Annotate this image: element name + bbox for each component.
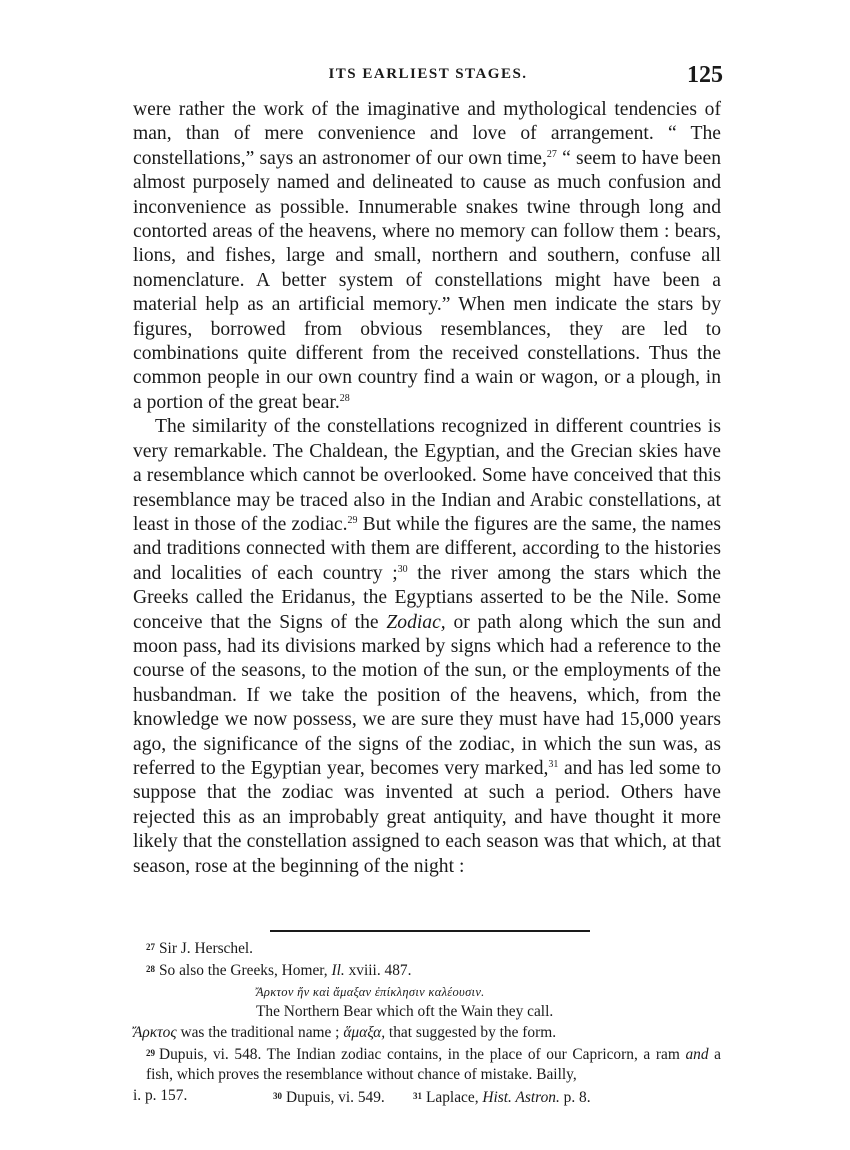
footnote-ref-28: 28 bbox=[339, 392, 350, 404]
quotation-translation: The Northern Bear which oft the Wain they call. bbox=[256, 1003, 554, 1021]
footnote-29-continued: i. p. 157. bbox=[133, 1086, 188, 1104]
footnote-text: Dupuis, vi. 549. bbox=[286, 1088, 385, 1106]
footnote-text: Sir J. Herschel. bbox=[159, 940, 254, 957]
italic-zodiac: Zodiac, bbox=[386, 611, 446, 633]
italic-il: Il. bbox=[331, 962, 345, 980]
footnote-divider bbox=[270, 930, 590, 932]
footnote-ref-27: 27 bbox=[546, 148, 557, 160]
footnote-text: p. 8. bbox=[559, 1088, 591, 1106]
paragraph-1 bbox=[133, 98, 721, 415]
footnote-text: was the traditional name ; bbox=[176, 1023, 344, 1041]
text-run: were rather the work of the imaginative and mythological tendencies of man, than of mere convenience and love of arrangement. “ The constellations,” says an astronomer of our own time, bbox=[133, 99, 721, 169]
footnote-ref-30: 30 bbox=[397, 563, 408, 575]
footnotes bbox=[133, 937, 721, 1108]
footnote-ref-29: 29 bbox=[347, 514, 358, 526]
greek-quotation: Ἄρκτον ἥν καὶ ἄμαξαν ἐπίκλησιν καλέουσιν. bbox=[256, 984, 485, 999]
footnote-28 bbox=[133, 959, 721, 981]
footnote-31 bbox=[413, 1086, 591, 1108]
text-run: and has led some to suppose that the zodiac was invented at such a period. Others have rejected this as an improbably great antiquity, and have thought it more likely that the constellation assigned to each season was that which, at that season, rose at the beginning of the night : bbox=[133, 757, 721, 877]
running-head: ITS EARLIEST STAGES. bbox=[328, 66, 528, 82]
footnote-number: 31 bbox=[413, 1090, 422, 1101]
footnote-text: xviii. 487. bbox=[344, 962, 412, 980]
main-text bbox=[133, 98, 721, 879]
paragraph-2 bbox=[133, 415, 721, 879]
italic-hist-astron: Hist. Astron. bbox=[482, 1088, 560, 1106]
text-run: But while the figures are the same, the names and traditions connected with them are different, according to the histories and localities of each country ; bbox=[133, 513, 721, 584]
footnote-text: that suggested by the form. bbox=[385, 1023, 557, 1041]
footnote-number: 30 bbox=[273, 1090, 282, 1101]
footnote-27 bbox=[133, 937, 721, 959]
footnote-text: So also the Greeks, Homer, bbox=[159, 962, 332, 980]
footnote-last-line bbox=[133, 1086, 721, 1108]
footnote-30 bbox=[273, 1086, 413, 1108]
text-run: or path along which the sun and moon pass, had its divisions marked by signs which had a reference to the course of the seasons, to the motion of the sun, or the employments of the husbandman. If we take the position of the heavens, which, from the knowledge we now possess, we are sure they must have had 15,000 years ago, the significance of the signs of the zodiac, in which the sun was, as referred to the Egyptian year, becomes very marked, bbox=[133, 611, 721, 779]
footnote-text: Dupuis, vi. 548. The Indian zodiac contains, in the place of our Capricorn, a ram bbox=[159, 1046, 686, 1064]
arktos-note bbox=[133, 1023, 721, 1043]
footnote-text: Laplace, bbox=[426, 1088, 483, 1106]
footnote-ref-31: 31 bbox=[548, 758, 559, 770]
text-run: the river among the stars which the Greeks called the Eridanus, the Egyptians asserted to be the Nile. Some conceive that the Signs of the bbox=[133, 562, 721, 633]
text-run: The similarity of the constellations recognized in different countries is very remarkable. The Chaldean, the Egyptian, and the Grecian skies have a resemblance which cannot be overlooked. Some have conceived that this resemblance may be traced also in the Indian and Arabic constellations, at least in those of the zodiac. bbox=[133, 416, 721, 535]
page-number: 125 bbox=[687, 62, 723, 88]
footnote-29 bbox=[133, 1043, 721, 1086]
footnote-number: 28 bbox=[146, 964, 155, 975]
italic-and: and bbox=[685, 1046, 709, 1064]
footnote-text: a fish, which proves the resemblance without chance of mistake. Bailly, bbox=[146, 1046, 721, 1084]
greek-word-arktos: Ἄρκτος bbox=[133, 1023, 177, 1041]
page-header bbox=[133, 62, 723, 92]
greek-word-hamaxa: ἅμαξα, bbox=[343, 1023, 386, 1041]
footnote-number: 29 bbox=[146, 1048, 155, 1059]
footnote-number: 27 bbox=[146, 942, 155, 952]
text-run: “ seem to have been almost purposely named and delineated to cause as much confusion and inconvenience as possible. Innumerable snakes twine through long and contorted areas of the heavens, where no memory can follow them : bears, lions, and fishes, large and small, northern and southern, confuse all nomenclature. A better system of constellations might have been a material help as an artificial memory.” When men indicate the stars by figures, borrowed from obvious resemblances, they are led to combinations quite different from the received constellations. Thus the common people in our own country find a wain or wagon, or a plough, in a portion of the great bear. bbox=[133, 147, 721, 413]
